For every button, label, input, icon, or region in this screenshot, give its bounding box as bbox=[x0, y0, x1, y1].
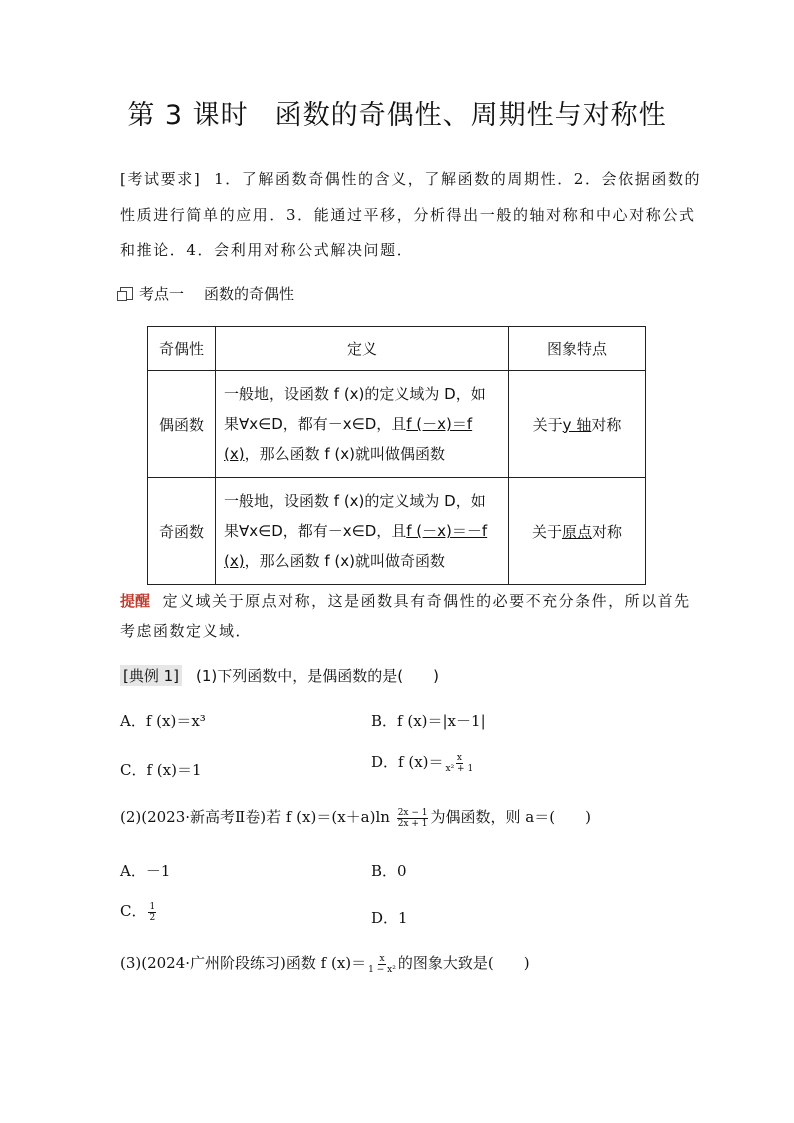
parity-definition-table bbox=[147, 326, 646, 585]
example-1-question-3: (3)(2024·广州阶段练习)函数 f (x)＝ $\frac{x}{\text{1 − x²}}$ 的图象大致是( ) bbox=[120, 953, 530, 975]
fraction: $\frac{2x - 1}{2x + 1}$ bbox=[397, 807, 428, 829]
section-name: 函数的奇偶性 bbox=[204, 285, 295, 303]
underlined-feature: 原点 bbox=[561, 522, 592, 541]
section-heading bbox=[120, 283, 294, 304]
q1-option-d: D．f (x)＝ $\frac{x}{\text{x² + 1}}$ bbox=[371, 752, 474, 774]
requirements-line-2: 性质进行简单的应用．3．能通过平移，分析得出一般的轴对称和中心对称公式 bbox=[120, 206, 696, 224]
example-1-question-1: [典例 1] (1)下列函数中，是偶函数的是( ) bbox=[120, 665, 439, 686]
requirements-tag: [考试要求] bbox=[120, 170, 202, 188]
example-1-question-2: (2)(2023·新高考Ⅱ卷)若 f (x)＝(x＋a)ln $\frac{2x - 1}{2x + 1}$ 为偶函数，则 a＝( ) bbox=[120, 807, 591, 829]
fraction: $\frac{1}{2}$ bbox=[149, 901, 156, 923]
table-header-row bbox=[148, 327, 646, 371]
requirements-line-3: 和推论．4．会利用对称公式解决问题． bbox=[120, 241, 414, 259]
row-feature: 关于y 轴对称 bbox=[509, 371, 646, 478]
q2-option-c: C． $\frac{1}{2}$ bbox=[120, 901, 156, 923]
header-graph-feature: 图象特点 bbox=[509, 327, 646, 371]
q1-option-b: B．f (x)＝|x－1| bbox=[371, 712, 486, 730]
fraction: $\frac{x}{\text{x² + 1}}$ bbox=[445, 752, 474, 774]
tip-line-2: 考虑函数定义域． bbox=[120, 622, 253, 640]
header-parity: 奇偶性 bbox=[148, 327, 216, 371]
header-definition: 定义 bbox=[216, 327, 509, 371]
underlined-condition: f (－x)＝f (x) bbox=[224, 415, 473, 463]
requirements-line-1: [考试要求] 1．了解函数奇偶性的含义，了解函数的周期性．2．会依据函数的 bbox=[120, 170, 702, 188]
lesson-topic: 函数的奇偶性、周期性与对称性 bbox=[274, 100, 667, 131]
q2-option-a: A．－1 bbox=[120, 862, 171, 880]
underlined-condition: f (－x)＝－f (x) bbox=[224, 522, 488, 570]
page-title bbox=[0, 93, 794, 132]
q1-option-c: C．f (x)＝1 bbox=[120, 761, 202, 779]
example-tag: [典例 1] bbox=[120, 665, 182, 686]
q1-option-a: A．f (x)＝x³ bbox=[120, 712, 206, 730]
row-definition: 一般地，设函数 f (x)的定义域为 D，如果∀x∈D，都有－x∈D，且f (－x)＝－f (x)，那么函数 f (x)就叫做奇函数 bbox=[216, 478, 509, 585]
table-row bbox=[148, 371, 646, 478]
q2-option-d: D．1 bbox=[371, 909, 408, 927]
underlined-feature: y 轴 bbox=[562, 415, 592, 434]
row-feature: 关于原点对称 bbox=[509, 478, 646, 585]
fraction: $\frac{x}{\text{1 − x²}}$ bbox=[368, 953, 396, 975]
row-definition: 一般地，设函数 f (x)的定义域为 D，如果∀x∈D，都有－x∈D，且f (－x)＝f (x)，那么函数 f (x)就叫做偶函数 bbox=[216, 371, 509, 478]
tip-line-1: 提醒 定义域关于原点对称，这是函数具有奇偶性的必要不充分条件，所以首先 bbox=[120, 592, 691, 610]
table-row bbox=[148, 478, 646, 585]
section-label: 考点一 bbox=[139, 285, 185, 303]
lesson-number: 第 3 课时 bbox=[127, 100, 249, 131]
q2-option-b: B．0 bbox=[371, 862, 407, 880]
row-type: 偶函数 bbox=[148, 371, 216, 478]
tip-label: 提醒 bbox=[120, 592, 151, 610]
section-box-icon bbox=[120, 287, 133, 300]
row-type: 奇函数 bbox=[148, 478, 216, 585]
